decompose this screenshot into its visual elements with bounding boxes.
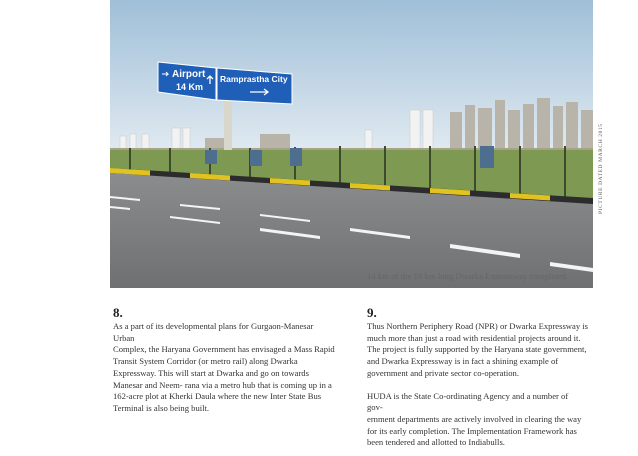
section-9-line: The project is fully supported by the Haryana state government, [367,344,587,355]
section-8 [113,306,353,415]
section-8-number: 8. [113,305,123,320]
section-8-line: Complex, the Haryana Government has envisaged a Mass Rapid [113,344,335,355]
section-8-line: 162-acre plot at Kherki Daula where the new Inter State Bus [113,391,322,402]
sign-airport-label: Airport [172,69,206,80]
section-8-line: As a part of its developmental plans for Gurgaon-Manesar [113,321,314,331]
expressway-photo-illustration [110,0,593,288]
section-9-line: been tendered and allotted to Indiabulls. [367,437,505,448]
paragraph-gap [367,380,607,391]
section-8-line: Manesar and Neem- rana via a metro hub that is coming up in a [113,379,332,390]
section-9-line: HUDA is the State Co-ordinating Agency and a number of [367,390,569,401]
section-8-line: Expressway. This will start at Dwarka and go on towards [113,367,309,378]
section-8-line: Terminal is also being built. [113,402,210,413]
section-9-line: much more than just a road with residential projects around it. [367,332,581,343]
section-8-line: Urban [113,332,135,343]
section-9-line: for its early completion. The Implementation Framework has [367,425,577,436]
section-9-line: ernment departments are actively involved in clearing the way [367,413,582,424]
section-9-line: gov- [367,402,383,413]
photo-caption: 14 km of the 18 km long Dwarka Expressway completed. [367,271,569,281]
section-9 [367,306,607,449]
section-9-line: Thus Northern Periphery Road (NPR) or Dwarka Expressway is [367,321,589,331]
section-9-number: 9. [367,305,377,320]
section-8-line: Transit System Corridor (or metro rail) along Dwarka [113,356,298,367]
expressway-photo [110,0,593,288]
photo-credit: PICTURE DATED MARCH 2015 [598,123,604,214]
sign-distance-label: 14 Km [176,82,204,92]
section-9-line: and Dwarka Expressway is in fact a shining example of [367,356,559,367]
section-9-line: government and private sector co-operation. [367,367,520,378]
sign-city-label: Ramprastha City [220,74,288,84]
